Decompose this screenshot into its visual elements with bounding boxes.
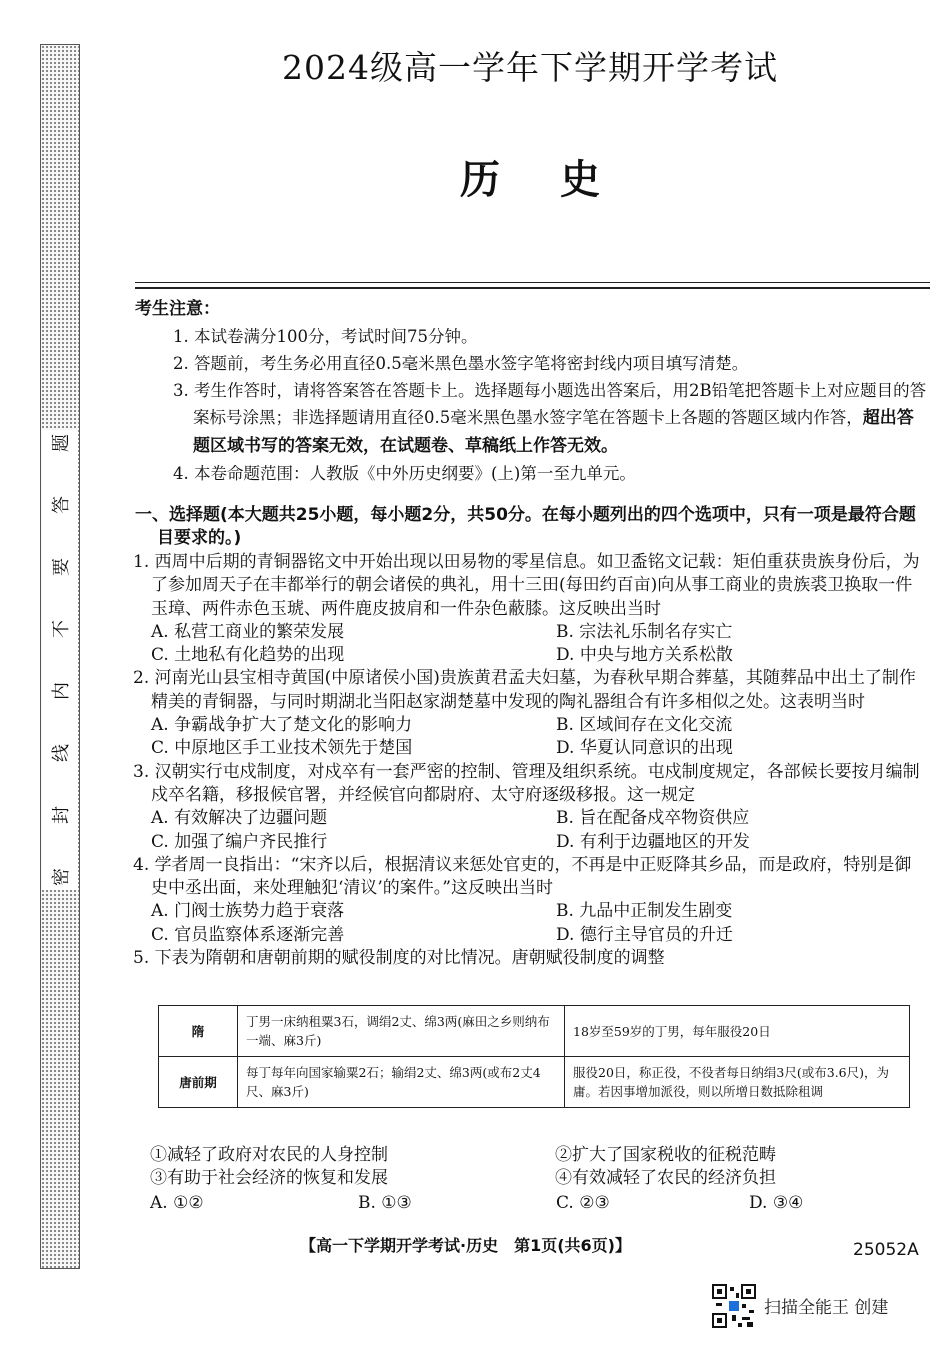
notice-heading: 考生注意：	[135, 299, 220, 319]
question-5	[133, 947, 925, 970]
statement: ③有助于社会经济的恢复和发展	[150, 1168, 388, 1188]
page-footer: 【高一下学期开学考试·历史 第1页(共6页)】	[300, 1236, 631, 1255]
exam-code: 25052A	[853, 1240, 919, 1260]
option: A. 私营工商业的繁荣发展	[151, 621, 345, 642]
question-3	[133, 761, 925, 854]
option: D. 华夏认同意识的出现	[556, 738, 733, 759]
table-cell: 丁男一床纳租粟3石，调绢2丈、绵3两(麻田之乡则纳布一端、麻3斤)	[238, 1006, 565, 1057]
question-stem: 1. 西周中后期的青铜器铭文中开始出现以田易物的零星信息。如卫盉铭文记载：矩伯重获贵族身份后，为了参加周天子在丰都举行的朝会诸侯的典礼，用十三田(每田约百亩)向从事工商业的贵族裘卫换取一件玉璋、两件赤色玉琥、两件鹿皮披肩和一件杂色蔽膝。这反映出当时	[133, 552, 920, 619]
option: B. 旨在配备戍卒物资供应	[556, 808, 750, 829]
statement: ④有效减轻了农民的经济负担	[555, 1168, 776, 1188]
table-cell: 唐前期	[159, 1057, 238, 1108]
option: A. 争霸战争扩大了楚文化的影响力	[151, 715, 413, 736]
notice-item: 3. 考生作答时，请将答案答在答题卡上。选择题每小题选出答案后，用2B铅笔把答题卡上对应题目的答案标号涂黑；非选择题请用直径0.5毫米黑色墨水签字笔在答题卡上各题的答题区域内作答，超出答题区域书写的答案无效，在试题卷、草稿纸上作答无效。	[173, 381, 927, 456]
table-cell: 每丁每年向国家输粟2石；输绢2丈、绵3两(或布2丈4尺、麻3斤)	[238, 1057, 565, 1108]
option: B. 宗法礼乐制名存实亡	[556, 621, 733, 642]
subject-title: 历史	[460, 156, 660, 203]
statement: ①减轻了政府对农民的人身控制	[150, 1145, 388, 1165]
option: D. 德行主导官员的升迁	[556, 924, 733, 945]
table-cell: 隋	[159, 1006, 238, 1057]
divider	[135, 287, 930, 289]
exam-title: 2024级高一学年下学期开学考试	[282, 48, 778, 87]
question-stem: 2. 河南光山县宝相寺黄国(中原诸侯小国)贵族黄君孟夫妇墓，为春秋早期合葬墓，其随葬品中出土了制作精美的青铜器，与同时期湖北当阳赵家湖楚墓中发现的陶礼器组合有许多相似之处。这表明当时	[133, 668, 916, 712]
scanner-watermark: 扫描全能王 创建	[764, 1298, 889, 1318]
q5-choices	[150, 1144, 920, 1215]
question-stem: 3. 汉朝实行屯戍制度，对戍卒有一套严密的控制、管理及组织系统。屯戍制度规定，各部候长要按月编制戍卒名籍，移报候官署，并经候官向都尉府、太守府逐级移报。这一规定	[133, 761, 920, 805]
table-row	[159, 1006, 910, 1057]
option: C. 土地私有化趋势的出现	[151, 645, 345, 666]
notice-item: 1. 本试卷满分100分，考试时间75分钟。	[173, 327, 478, 346]
question-stem: 5. 下表为隋朝和唐朝前期的赋役制度的对比情况。唐朝赋役制度的调整	[133, 948, 665, 969]
notice-item: 4. 本卷命题范围：人教版《中外历史纲要》(上)第一至九单元。	[173, 464, 636, 483]
option: C. 中原地区手工业技术领先于楚国	[151, 738, 413, 759]
option: D. ③④	[749, 1193, 804, 1213]
option: D. 有利于边疆地区的开发	[556, 831, 750, 852]
table-cell: 服役20日，称正役，不役者每日纳绢3尺(或布3.6尺)，为庸。若因事增加派役，则以所增日数抵除租调	[565, 1057, 910, 1108]
option: D. 中央与地方关系松散	[556, 645, 733, 666]
table-cell: 18岁至59岁的丁男，每年服役20日	[565, 1006, 910, 1057]
notice-emphasis: 超出答题区域书写的答案无效，在试题卷、草稿纸上作答无效。	[193, 408, 914, 456]
option: B. 区域间存在文化交流	[556, 715, 733, 736]
option: A. ①②	[150, 1193, 204, 1213]
statement: ②扩大了国家税收的征税范畴	[555, 1145, 776, 1165]
divider	[135, 282, 930, 283]
option: A. 门阀士族势力趋于衰落	[151, 901, 345, 922]
question-1	[133, 551, 925, 667]
comparison-table	[158, 1005, 910, 1108]
qr-code-icon	[712, 1284, 756, 1328]
table-row	[159, 1057, 910, 1108]
notice-item: 2. 答题前，考生务必用直径0.5毫米黑色墨水签字笔将密封线内项目填写清楚。	[173, 354, 749, 373]
question-stem: 4. 学者周一良指出：“宋齐以后，根据清议来惩处官吏的，不再是中正贬降其乡品，而是政府，特别是御史中丞出面，来处理触犯‘清议’的案件。”这反映出当时	[133, 854, 912, 899]
section-heading: 一、选择题(本大题共25小题，每小题2分，共50分。在每小题列出的四个选项中，只有一项是最符合题目要求的。)	[135, 505, 916, 548]
option: C. 官员监察体系逐渐完善	[151, 924, 345, 945]
option: B. 九品中正制发生剧变	[556, 901, 733, 922]
notice-block	[135, 296, 930, 487]
question-4	[133, 854, 925, 947]
seal-line-text: 题 答 要 不 内 线 封 密	[42, 430, 78, 890]
option: A. 有效解决了边疆问题	[151, 808, 328, 829]
option: C. 加强了编户齐民推行	[151, 831, 328, 852]
option: C. ②③	[556, 1193, 610, 1213]
option: B. ①③	[358, 1193, 412, 1213]
question-2	[133, 667, 925, 760]
questions	[133, 551, 925, 970]
